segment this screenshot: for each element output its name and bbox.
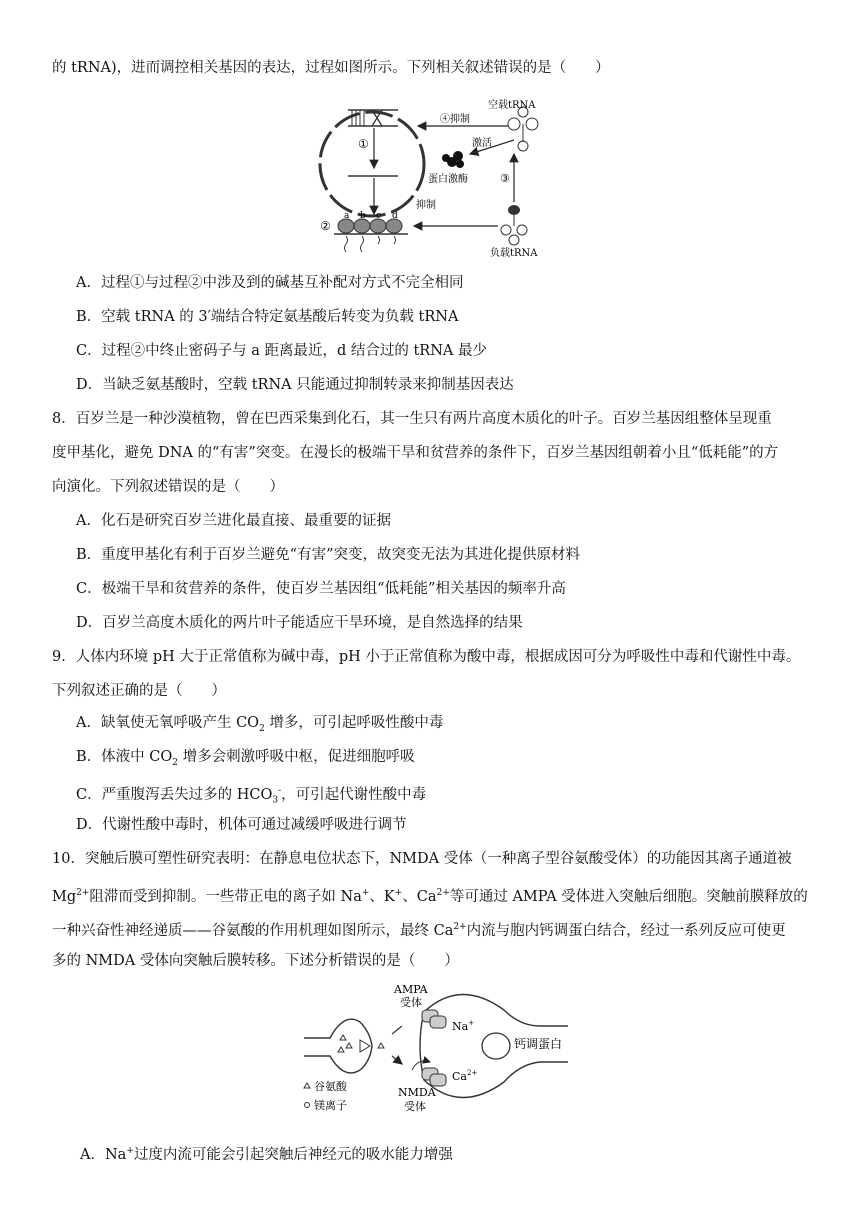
ribosome-icons: [338, 219, 402, 233]
q8-option-c: C．极端干旱和贫营养的条件，使百岁兰基因组“低耗能”相关基因的频率升高: [76, 581, 566, 597]
q9-stem-line2: 下列叙述正确的是（ ）: [52, 683, 226, 699]
ampa-receptor-icon: [422, 1010, 446, 1028]
label-2: ②: [320, 219, 331, 233]
q7-option-a: A．过程①与过程②中涉及到的碱基互补配对方式不完全相同: [76, 275, 464, 291]
empty-trna-icon: [508, 107, 538, 151]
ribosome-d: d: [392, 211, 398, 221]
nmda-receptor-icon: [422, 1068, 446, 1086]
q9-option-c: C．严重腹泻丢失过多的 $HCO_3^-$，可引起代谢性酸中毒: [76, 786, 427, 806]
q7-option-b: B．空载 tRNA 的 3′端结合特定氨基酸后转变为负载 tRNA: [76, 309, 459, 325]
calmodulin-icon: [482, 1033, 510, 1059]
ribosome-b: b: [360, 211, 366, 221]
label-1: ①: [358, 137, 369, 151]
ribosome-c: c: [376, 211, 382, 221]
q8-option-b: B．重度甲基化有利于百岁兰避免“有害”突变，故突变无法为其进化提供原材料: [76, 547, 580, 563]
q10-stem-line2: $Mg^{2+}$阻滞而受到抑制。一些带正电的离子如 Na+、K+、$Ca^{2+}$等可通过 AMPA 受体进入突触后细胞。突触前膜释放的: [52, 888, 808, 905]
label-nmda: NMDA: [398, 1086, 436, 1099]
label-na: Na+: [452, 1019, 475, 1033]
label-inhibit: 抑制: [416, 200, 436, 211]
q9-option-b: B．体液中 $CO_2$ 增多会刺激呼吸中枢，促进细胞呼吸: [76, 749, 415, 768]
legend-glutamate: 谷氨酸: [314, 1080, 347, 1093]
q8-stem-line2: 度甲基化，避免 DNA 的“有害”突变。在漫长的极端干旱和贫营养的条件下，百岁兰基因组朝着小且“低耗能”的方: [52, 445, 779, 461]
protein-kinase-icon: [442, 151, 464, 168]
nucleus-envelope: [320, 112, 424, 216]
loaded-trna-icon: [501, 205, 527, 245]
label-activate: 激活: [472, 138, 492, 149]
label-kinase: 蛋白激酶: [428, 174, 468, 185]
label-3: ③: [500, 172, 510, 185]
label-calmodulin: 钙调蛋白: [514, 1037, 563, 1051]
label-empty-trna: 空载tRNA: [488, 100, 536, 111]
q10-synapse-diagram: [300, 982, 572, 1114]
legend-magnesium: 镁离子: [314, 1099, 347, 1112]
q7-option-d: D．当缺乏氨基酸时，空载 tRNA 只能通过抑制转录来抑制基因表达: [76, 377, 514, 393]
label-ca: $Ca^{2+}$: [452, 1069, 478, 1083]
q9-stem-line1: 9．人体内环境 pH 大于正常值称为碱中毒，pH 小于正常值称为酸中毒，根据成因可分为呼吸性中毒和代谢性中毒。: [52, 649, 801, 665]
label-ampa-receptor: 受体: [400, 996, 422, 1009]
q8-option-a: A．化石是研究百岁兰进化最直接、最重要的证据: [76, 513, 391, 529]
q10-stem-line1: 10．突触后膜可塑性研究表明：在静息电位状态下，NMDA 受体（一种离子型谷氨酸受体）的功能因其离子通道被: [52, 851, 792, 867]
label-nmda-receptor: 受体: [404, 1100, 426, 1113]
dna-icon: [348, 110, 398, 126]
q8-stem-line3: 向演化。下列叙述错误的是（ ）: [52, 479, 284, 495]
q7-stem: 的 tRNA)，进而调控相关基因的表达，过程如图所示。下列相关叙述错误的是（ ）: [52, 60, 610, 76]
q8-option-d: D．百岁兰高度木质化的两片叶子能适应干旱环境，是自然选择的结果: [76, 615, 523, 631]
q9-option-a: A．缺氧使无氧呼吸产生 $CO_2$ 增多，可引起呼吸性酸中毒: [76, 715, 444, 734]
presynaptic-terminal: [304, 1019, 372, 1073]
label-inhibit-4: ④抑制: [440, 114, 470, 125]
q8-stem-line1: 8．百岁兰是一种沙漠植物，曾在巴西采集到化石，其一生只有两片高度木质化的叶子。百岁兰基因组整体呈现重: [52, 411, 772, 427]
label-loaded-trna: 负载tRNA: [490, 248, 538, 259]
q9-option-d: D．代谢性酸中毒时，机体可通过减缓呼吸进行调节: [76, 817, 407, 833]
q10-stem-line4: 多的 NMDA 受体向突触后膜转移。下述分析错误的是（ ）: [52, 953, 459, 969]
label-ampa: AMPA: [394, 983, 428, 996]
q10-stem-line3: 一种兴奋性神经递质——谷氨酸的作用机理如图所示，最终 $Ca^{2+}$内流与胞内钙调蛋白结合，经过一系列反应可使更: [52, 922, 786, 939]
ribosome-a: a: [344, 211, 350, 221]
q10-option-a: A．Na+过度内流可能会引起突触后神经元的吸水能力增强: [80, 1146, 453, 1163]
q7-option-c: C．过程②中终止密码子与 a 距离最近，d 结合过的 tRNA 最少: [76, 343, 487, 359]
q7-gene-expression-diagram: [318, 96, 558, 264]
